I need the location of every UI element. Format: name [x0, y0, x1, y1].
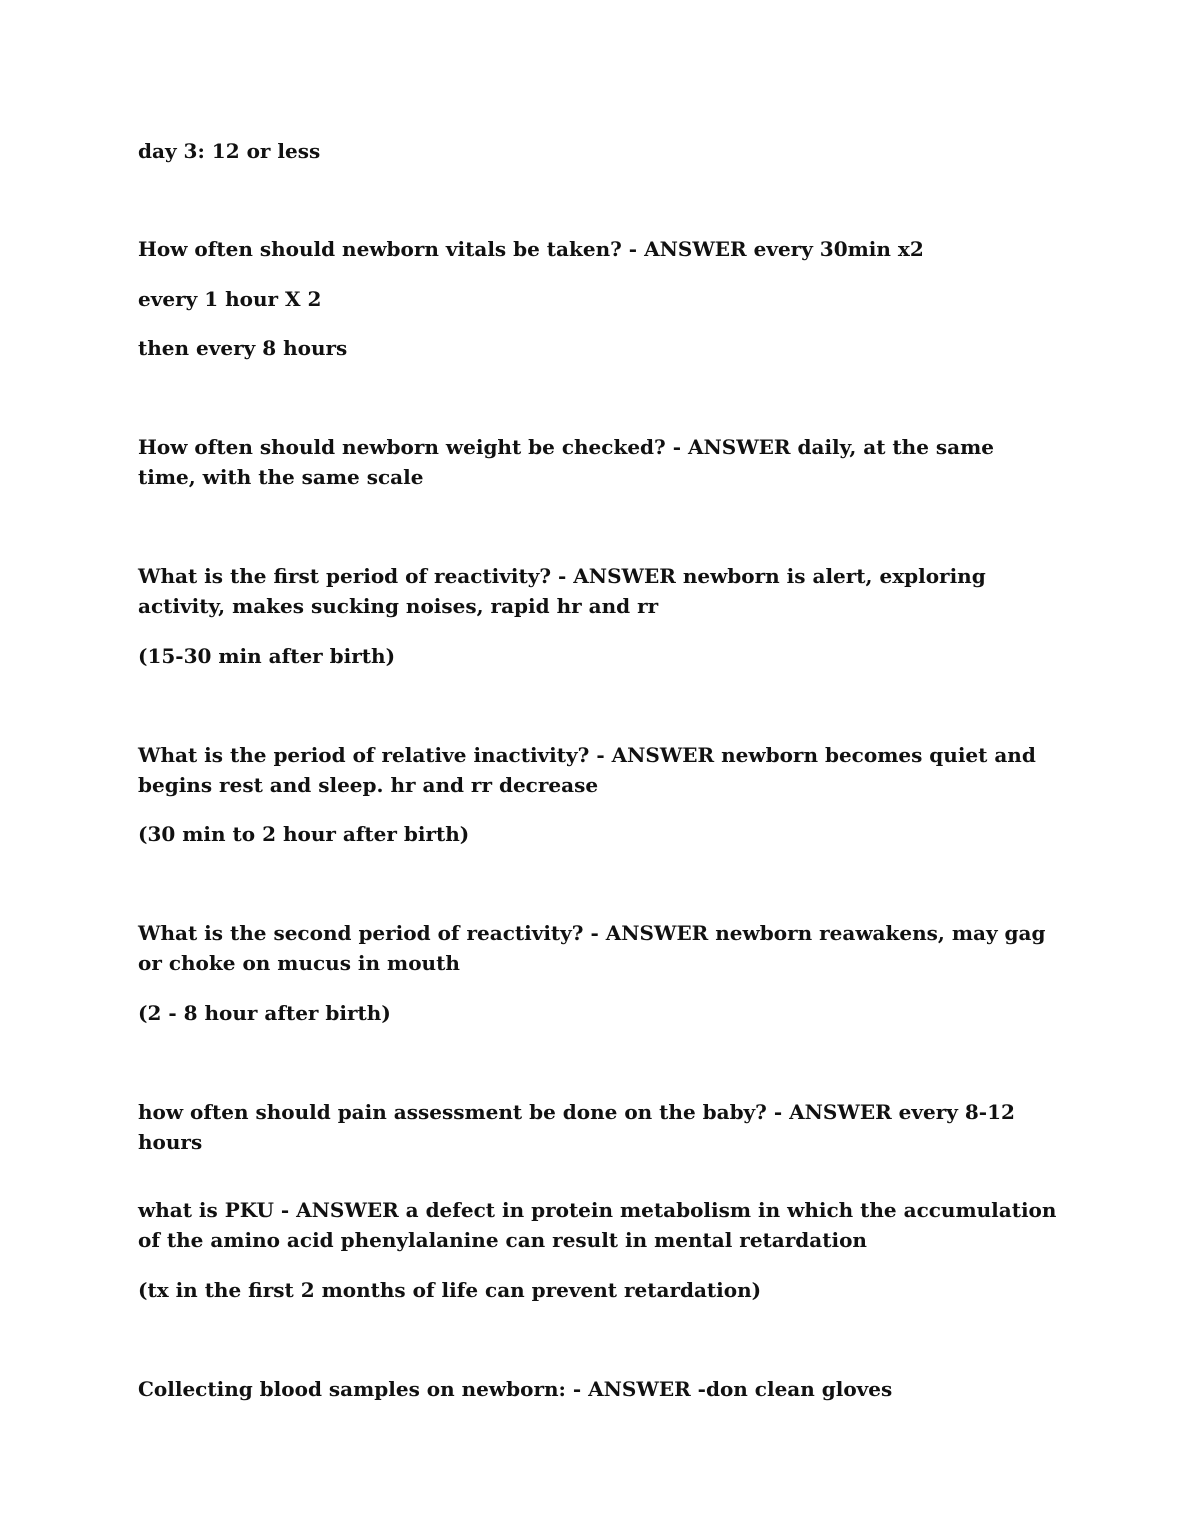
line-day3: day 3: 12 or less: [138, 139, 321, 163]
qa-vitals-line2: every 1 hour X 2: [138, 287, 322, 311]
qa-second-reactivity-timing: (2 - 8 hour after birth): [138, 1001, 391, 1025]
qa-vitals-line3: then every 8 hours: [138, 336, 348, 360]
qa-relative-inactivity: What is the period of relative inactivity? - ANSWER newborn becomes quiet and begins rest and sleep. hr and rr decrease: [138, 743, 1036, 797]
qa-pain-assessment: how often should pain assessment be done on the baby? - ANSWER every 8-12 hours: [138, 1100, 1015, 1154]
qa-weight: How often should newborn weight be checked? - ANSWER daily, at the same time, with the same scale: [138, 435, 995, 489]
qa-first-reactivity: What is the first period of reactivity? - ANSWER newborn is alert, exploring activity, makes sucking noises, rapid hr and rr: [138, 564, 986, 618]
qa-pku-note: (tx in the first 2 months of life can prevent retardation): [138, 1278, 762, 1302]
qa-vitals-question: How often should newborn vitals be taken? - ANSWER every 30min x2: [138, 237, 924, 261]
qa-blood-samples: Collecting blood samples on newborn: - ANSWER -don clean gloves: [138, 1377, 893, 1401]
qa-second-reactivity: What is the second period of reactivity? - ANSWER newborn reawakens, may gag or choke on mucus in mouth: [138, 921, 1046, 975]
qa-first-reactivity-timing: (15-30 min after birth): [138, 644, 396, 668]
qa-pku: what is PKU - ANSWER a defect in protein metabolism in which the accumulation of the amino acid phenylalanine can result in mental retardation: [138, 1198, 1057, 1252]
qa-relative-inactivity-timing: (30 min to 2 hour after birth): [138, 822, 470, 846]
